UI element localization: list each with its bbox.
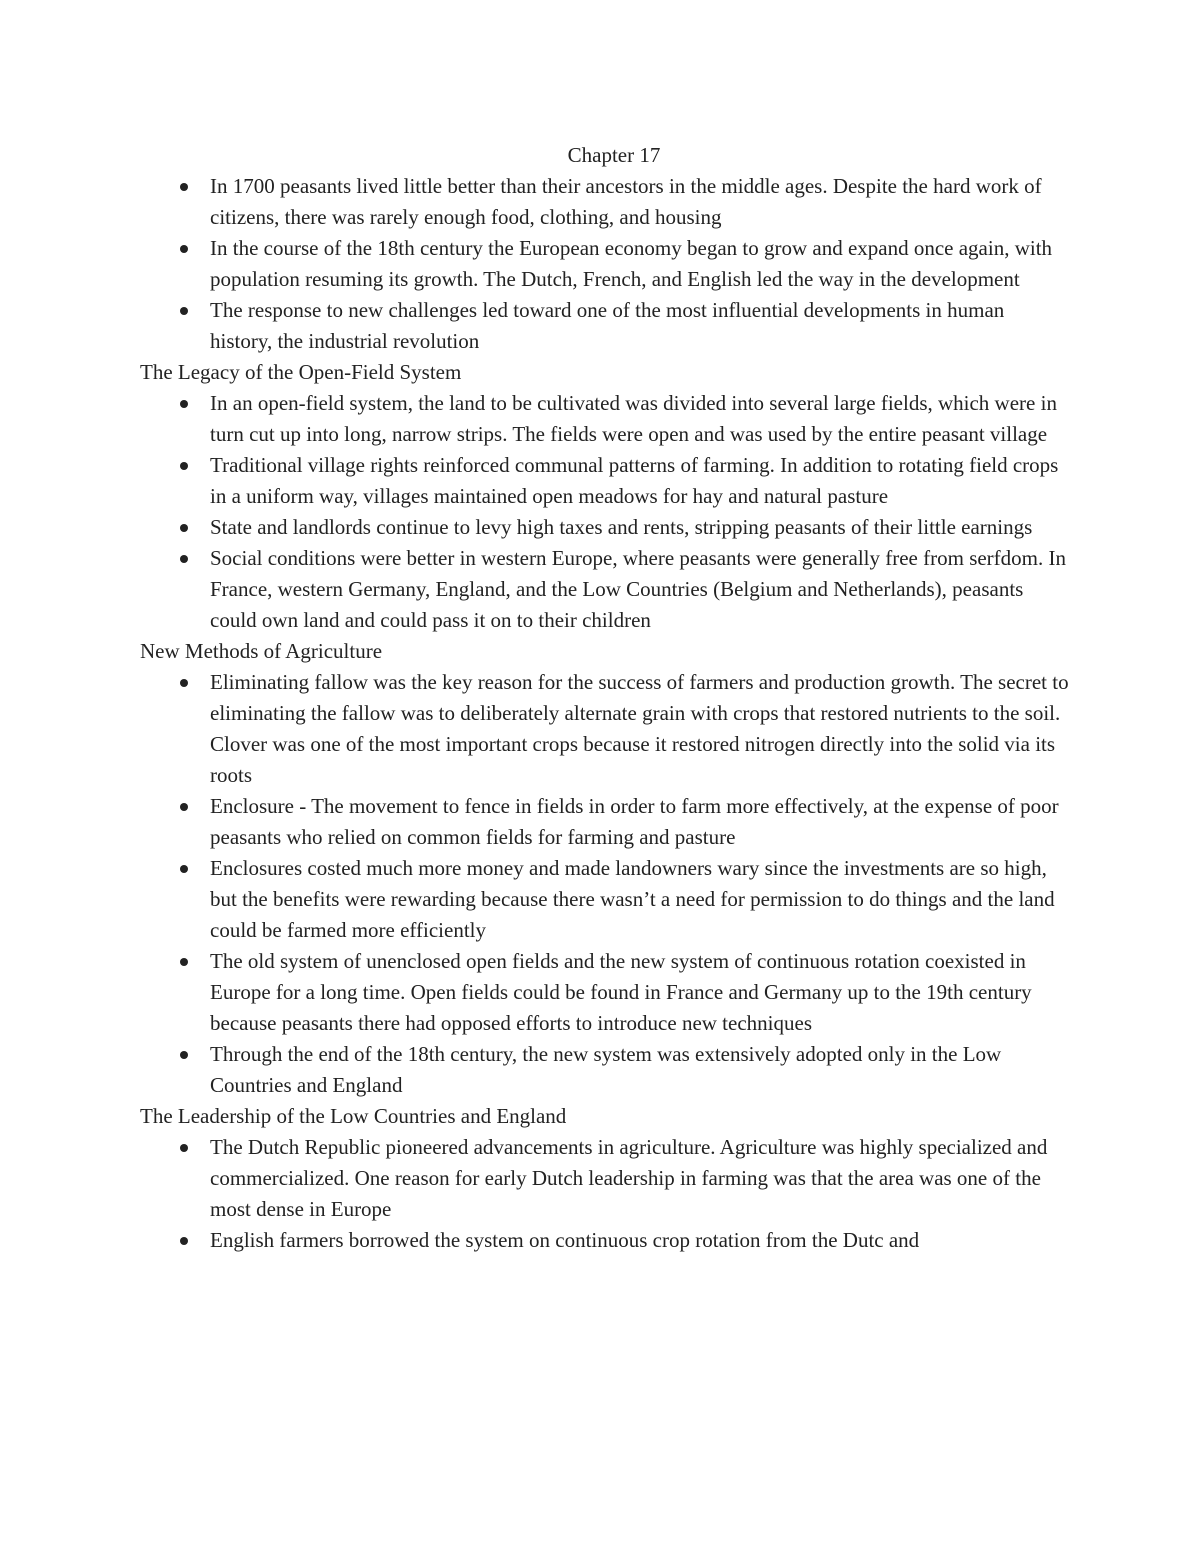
- leadership-bullet-item: English farmers borrowed the system on continuous crop rotation from the Dutc and: [210, 1225, 1070, 1256]
- new-methods-bullet-item: Enclosure - The movement to fence in fields in order to farm more effectively, at the expense of poor peasants who relied on common fields for farming and pasture: [210, 791, 1070, 853]
- new-methods-bullet-item: Through the end of the 18th century, the new system was extensively adopted only in the Low Countries and England: [210, 1039, 1070, 1101]
- new-methods-bullet-list: [140, 667, 1070, 1101]
- chapter-title: Chapter 17: [567, 143, 661, 167]
- new-methods-bullet-item: Eliminating fallow was the key reason for the success of farmers and production growth. The secret to eliminating the fallow was to deliberately alternate grain with crops that restored nutrients to the soil. Clover was one of the most important crops because it restored nitrogen directly into the solid via its roots: [210, 667, 1070, 791]
- open-field-bullet-item: Social conditions were better in western Europe, where peasants were generally free from serfdom. In France, western Germany, England, and the Low Countries (Belgium and Netherlands), peasants could own land and could pass it on to their children: [210, 543, 1070, 636]
- new-methods-bullet-item: The old system of unenclosed open fields and the new system of continuous rotation coexisted in Europe for a long time. Open fields could be found in France and Germany up to the 19th century because peasants there had opposed efforts to introduce new techniques: [210, 946, 1070, 1039]
- open-field-bullet-item: In an open-field system, the land to be cultivated was divided into several large fields, which were in turn cut up into long, narrow strips. The fields were open and was used by the entire peasant village: [210, 388, 1070, 450]
- document-page: [140, 140, 1070, 1256]
- intro-bullet-list: [140, 171, 1070, 357]
- intro-bullet-item: In the course of the 18th century the European economy began to grow and expand once again, with population resuming its growth. The Dutch, French, and English led the way in the development: [210, 233, 1070, 295]
- leadership-bullet-item: The Dutch Republic pioneered advancements in agriculture. Agriculture was highly specialized and commercialized. One reason for early Dutch leadership in farming was that the area was one of the most dense in Europe: [210, 1132, 1070, 1225]
- section-heading-open-field: The Legacy of the Open-Field System: [140, 360, 462, 384]
- open-field-bullet-item: State and landlords continue to levy high taxes and rents, stripping peasants of their little earnings: [210, 512, 1070, 543]
- open-field-bullet-item: Traditional village rights reinforced communal patterns of farming. In addition to rotating field crops in a uniform way, villages maintained open meadows for hay and natural pasture: [210, 450, 1070, 512]
- intro-bullet-item: The response to new challenges led toward one of the most influential developments in human history, the industrial revolution: [210, 295, 1070, 357]
- intro-bullet-item: In 1700 peasants lived little better than their ancestors in the middle ages. Despite the hard work of citizens, there was rarely enough food, clothing, and housing: [210, 171, 1070, 233]
- section-heading-leadership: The Leadership of the Low Countries and England: [140, 1104, 567, 1128]
- new-methods-bullet-item: Enclosures costed much more money and made landowners wary since the investments are so high, but the benefits were rewarding because there wasn’t a need for permission to do things and the land could be farmed more efficiently: [210, 853, 1070, 946]
- open-field-bullet-list: [140, 388, 1070, 636]
- leadership-bullet-list: [140, 1132, 1070, 1256]
- section-heading-new-methods: New Methods of Agriculture: [140, 639, 383, 663]
